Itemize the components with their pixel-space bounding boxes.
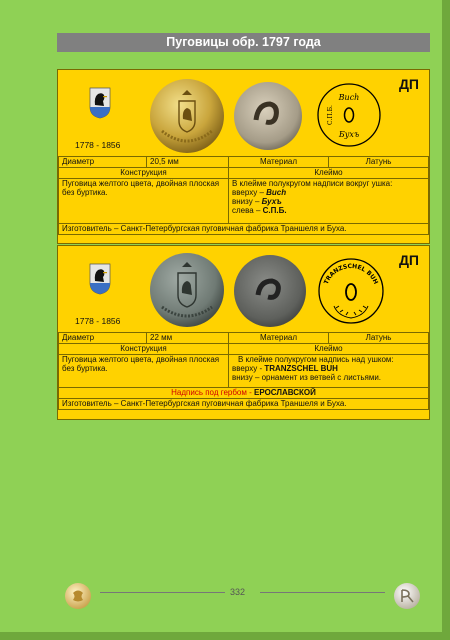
- years: 1778 - 1856: [75, 140, 121, 150]
- footer-line-left: [100, 592, 225, 593]
- page-number: 332: [230, 587, 246, 597]
- stamp-description: [229, 355, 429, 388]
- stamp-line-2: внизу – орнамент из ветвей с листьями.: [232, 373, 382, 382]
- construction-header: Конструкция: [59, 344, 229, 355]
- inscription-prefix: Надпись под гербом -: [171, 388, 254, 397]
- years: 1778 - 1856: [75, 316, 121, 326]
- stamp-line-1-prefix: вверху -: [232, 364, 265, 373]
- maker-text: Изготовитель – Санкт-Петербургская пуговичная фабрика Траншеля и Буха.: [59, 224, 429, 235]
- footer-coin-left-icon: [64, 582, 92, 610]
- coat-of-arms-icon: [89, 87, 111, 119]
- details-table: [58, 156, 429, 235]
- stamp-drawing: [316, 82, 382, 148]
- button-front-photo: [148, 77, 226, 155]
- stamp-line-1-prefix: вверху –: [232, 188, 267, 197]
- photo-area: [58, 246, 429, 332]
- page-edge-bottom: [0, 632, 450, 640]
- maker-text: Изготовитель – Санкт-Петербургская пуговичная фабрика Траншеля и Буха.: [59, 399, 429, 410]
- stamp-intro: В клейме полукругом надпись над ушком:: [238, 355, 394, 364]
- details-table: [58, 332, 429, 410]
- stamp-line-2: [232, 197, 425, 206]
- dp-tag: ДП: [398, 76, 419, 92]
- stamp-line-2-prefix: внизу –: [232, 197, 262, 206]
- dp-tag: ДП: [398, 252, 419, 268]
- stamp-left-text: С.П.Б.: [327, 105, 334, 125]
- diameter-label: Диаметр: [59, 333, 147, 344]
- photo-area: [58, 70, 429, 156]
- stamp-header: Клеймо: [229, 344, 429, 355]
- footer-line-right: [260, 592, 385, 593]
- construction-text: Пуговица желтого цвета, двойная плоская без буртика.: [59, 179, 229, 224]
- stamp-header: Клеймо: [229, 168, 429, 179]
- construction-text: Пуговица желтого цвета, двойная плоская без буртика.: [59, 355, 229, 388]
- stamp-line-3: [232, 206, 425, 215]
- diameter-value: 20,5 мм: [147, 157, 229, 168]
- button-back-photo: [232, 80, 304, 152]
- button-card-2: [57, 245, 430, 420]
- stamp-line-2-value: Бухъ: [261, 197, 282, 206]
- material-value: Латунь: [329, 157, 429, 168]
- construction-header: Конструкция: [59, 168, 229, 179]
- page-title: Пуговицы обр. 1797 года: [57, 33, 430, 52]
- stamp-description: [229, 179, 429, 224]
- inscription-value: ЕРОСЛАВСКОЙ: [254, 388, 316, 397]
- button-card-1: [57, 69, 430, 244]
- stamp-arc-text: TRANZSCHEL BUH: [322, 262, 380, 286]
- stamp-top-text: Buch: [338, 93, 360, 102]
- stamp-line-1-value: Buch: [266, 188, 287, 197]
- stamp-intro: В клейме полукругом надписи вокруг ушка:: [232, 179, 393, 188]
- stamp-line-3-value: С.П.Б.: [262, 206, 287, 215]
- stamp-line-1-value: TRANZSCHEL BUH: [264, 364, 338, 373]
- stamp-drawing: [316, 256, 386, 326]
- material-label: Материал: [229, 333, 329, 344]
- stamp-line-3-prefix: слева –: [232, 206, 263, 215]
- stamp-bottom-text: Бухъ: [338, 130, 360, 139]
- diameter-value: 22 мм: [147, 333, 229, 344]
- footer-coin-right-icon: [393, 582, 421, 610]
- page-edge-right: [442, 0, 450, 640]
- stamp-line-1: [232, 364, 425, 373]
- button-back-photo: [232, 253, 308, 329]
- material-value: Латунь: [329, 333, 429, 344]
- button-front-photo: [148, 251, 226, 329]
- inscription-row: [59, 388, 429, 399]
- material-label: Материал: [229, 157, 329, 168]
- diameter-label: Диаметр: [59, 157, 147, 168]
- coat-of-arms-icon: [89, 263, 111, 295]
- stamp-line-1: [232, 188, 425, 197]
